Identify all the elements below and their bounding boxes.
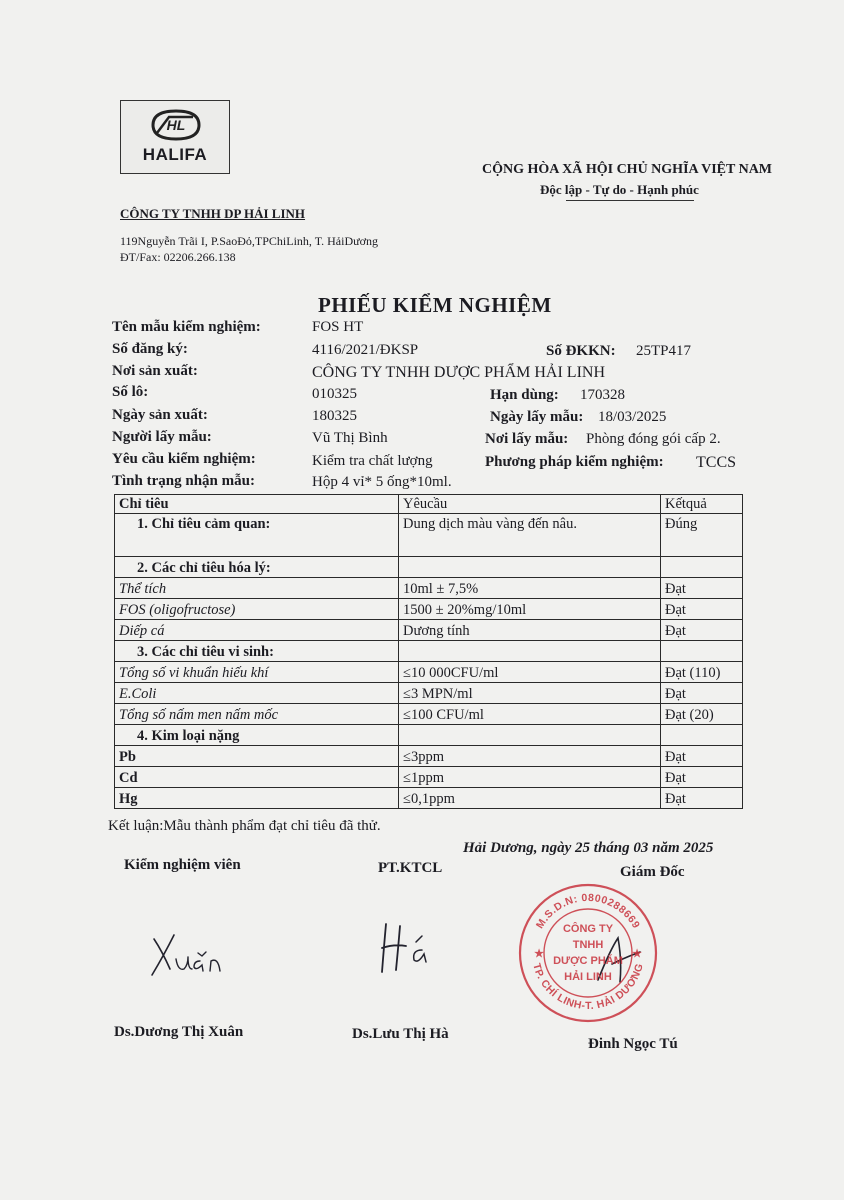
mfg-date-label: Ngày sản xuất: xyxy=(112,407,208,423)
sample-name-label: Tên mẫu kiểm nghiệm: xyxy=(112,319,261,335)
row-requirement: ≤10 000CFU/ml xyxy=(399,662,661,683)
sampling-date-label: Ngày lấy mẫu: xyxy=(490,409,584,425)
row-requirement: ≤100 CFU/ml xyxy=(399,704,661,725)
header-criteria: Chỉ tiêu xyxy=(115,495,399,514)
seal-line-2: TNHH xyxy=(572,939,604,951)
row-criteria: 3. Các chỉ tiêu vi sinh: xyxy=(115,641,399,662)
header-result: Kếtquả xyxy=(661,495,743,514)
sample-name: FOS HT xyxy=(312,319,364,335)
seal-line-3: DƯỢC PHẨM xyxy=(553,955,623,967)
director-name: Đinh Ngọc Tú xyxy=(588,1036,678,1052)
row-criteria: E.Coli xyxy=(115,683,399,704)
logo-brand: HALIFA xyxy=(142,145,208,164)
row-result xyxy=(661,557,743,578)
row-requirement xyxy=(399,557,661,578)
tester-name: Ds.Dương Thị Xuân xyxy=(114,1024,244,1040)
mfg-date: 180325 xyxy=(312,408,357,424)
national-title: CỘNG HÒA XÃ HỘI CHỦ NGHĨA VIỆT NAM xyxy=(482,162,773,177)
request-label: Yêu cầu kiểm nghiệm: xyxy=(112,451,256,467)
dkkn-label: Số ĐKKN: xyxy=(546,343,616,359)
reg-no: 4116/2021/ĐKSP xyxy=(312,342,419,358)
sampler: Vũ Thị Bình xyxy=(312,430,388,446)
seal-star-left-icon: ★ xyxy=(534,948,544,960)
table-row xyxy=(115,620,743,641)
date-line: Hải Dương, ngày 25 tháng 03 năm 2025 xyxy=(463,840,714,856)
row-result xyxy=(661,641,743,662)
expiry: 170328 xyxy=(580,387,625,403)
qc-title: PT.KTCL xyxy=(378,860,443,876)
dkkn: 25TP417 xyxy=(636,343,692,359)
row-criteria: Thể tích xyxy=(115,578,399,599)
manufacturer: CÔNG TY TNHH DƯỢC PHẨM HẢI LINH xyxy=(312,364,606,381)
table-row xyxy=(115,725,743,746)
header-requirement: Yêucầu xyxy=(399,495,661,514)
row-criteria: Tổng số vi khuẩn hiếu khí xyxy=(115,662,399,683)
tester-signature xyxy=(148,925,228,985)
row-result: Đạt xyxy=(661,788,743,809)
expiry-label: Hạn dùng: xyxy=(490,387,559,403)
lot-label: Số lô: xyxy=(112,384,149,400)
condition-label: Tình trạng nhận mẫu: xyxy=(112,473,255,489)
table-row xyxy=(115,746,743,767)
seal-ring-top: M.S.D.N: 0800288669 xyxy=(533,891,643,931)
request: Kiểm tra chất lượng xyxy=(312,453,433,469)
table-row xyxy=(115,683,743,704)
row-requirement xyxy=(399,725,661,746)
logo-emblem-text: HL xyxy=(166,117,186,133)
row-requirement: ≤1ppm xyxy=(399,767,661,788)
row-criteria: Pb xyxy=(115,746,399,767)
table-row xyxy=(115,514,743,557)
manufacturer-label: Nơi sản xuất: xyxy=(112,363,198,379)
row-result: Đúng xyxy=(661,514,743,557)
results-table xyxy=(114,494,743,809)
row-result: Đạt xyxy=(661,767,743,788)
row-requirement: 1500 ± 20%mg/10ml xyxy=(399,599,661,620)
sampling-place-label: Nơi lấy mẫu: xyxy=(485,431,569,447)
row-result xyxy=(661,725,743,746)
company-name: CÔNG TY TNHH DP HẢI LINH xyxy=(120,206,306,221)
row-criteria: 1. Chỉ tiêu cảm quan: xyxy=(115,514,399,557)
row-requirement xyxy=(399,641,661,662)
company-address: 119Nguyễn Trãi I, P.SaoĐỏ,TPChiLinh, T. HảiDương xyxy=(120,234,378,248)
national-motto: Độc lập - Tự do - Hạnh phúc xyxy=(540,182,699,197)
conclusion: Kết luận:Mẫu thành phẩm đạt chỉ tiêu đã thử. xyxy=(108,818,381,834)
row-requirement: ≤0,1ppm xyxy=(399,788,661,809)
company-phone: ĐT/Fax: 02206.266.138 xyxy=(120,250,236,264)
company-seal xyxy=(515,880,661,1026)
table-row xyxy=(115,557,743,578)
row-result: Đạt xyxy=(661,683,743,704)
row-criteria: Hg xyxy=(115,788,399,809)
row-requirement: 10ml ± 7,5% xyxy=(399,578,661,599)
row-result: Đạt (110) xyxy=(661,662,743,683)
seal-star-right-icon: ★ xyxy=(632,948,642,960)
company-logo xyxy=(120,100,230,174)
table-row xyxy=(115,767,743,788)
seal-line-4: HẢI LINH xyxy=(564,971,612,983)
reg-no-label: Số đăng ký: xyxy=(112,341,188,357)
row-result: Đạt (20) xyxy=(661,704,743,725)
qc-signature xyxy=(376,918,448,976)
lot: 010325 xyxy=(312,386,357,402)
table-row xyxy=(115,641,743,662)
seal-ring-bottom: TP. CHÍ LINH-T. HẢI DƯƠNG xyxy=(530,961,646,1013)
row-criteria: Diếp cá xyxy=(115,620,399,641)
row-requirement: ≤3 MPN/ml xyxy=(399,683,661,704)
method-label: Phương pháp kiểm nghiệm: xyxy=(485,454,664,470)
director-title: Giám Đốc xyxy=(620,864,685,880)
table-row xyxy=(115,788,743,809)
table-row xyxy=(115,662,743,683)
table-row xyxy=(115,578,743,599)
row-result: Đạt xyxy=(661,620,743,641)
row-requirement: Dung dịch màu vàng đến nâu. xyxy=(399,514,661,557)
condition: Hộp 4 vỉ* 5 ống*10ml. xyxy=(312,474,452,490)
tester-title: Kiểm nghiệm viên xyxy=(124,857,241,873)
row-result: Đạt xyxy=(661,599,743,620)
logo-emblem-icon xyxy=(147,107,205,143)
seal-line-1: CÔNG TY xyxy=(562,923,614,935)
table-row xyxy=(115,704,743,725)
document-title: PHIẾU KIỂM NGHIỆM xyxy=(318,293,552,317)
row-requirement: ≤3ppm xyxy=(399,746,661,767)
table-header-row xyxy=(115,495,743,514)
row-result: Đạt xyxy=(661,578,743,599)
sampling-date: 18/03/2025 xyxy=(598,409,667,425)
qc-name: Ds.Lưu Thị Hà xyxy=(352,1026,449,1042)
sampling-place: Phòng đóng gói cấp 2. xyxy=(586,431,721,447)
motto-underline xyxy=(566,200,694,201)
row-criteria: 2. Các chỉ tiêu hóa lý: xyxy=(115,557,399,578)
sampler-label: Người lấy mẫu: xyxy=(112,429,212,445)
row-criteria: FOS (oligofructose) xyxy=(115,599,399,620)
table-row xyxy=(115,599,743,620)
row-result: Đạt xyxy=(661,746,743,767)
row-requirement: Dương tính xyxy=(399,620,661,641)
row-criteria: Cd xyxy=(115,767,399,788)
row-criteria: 4. Kim loại nặng xyxy=(115,725,399,746)
row-criteria: Tổng số nấm men nấm mốc xyxy=(115,704,399,725)
method: TCCS xyxy=(696,454,737,471)
